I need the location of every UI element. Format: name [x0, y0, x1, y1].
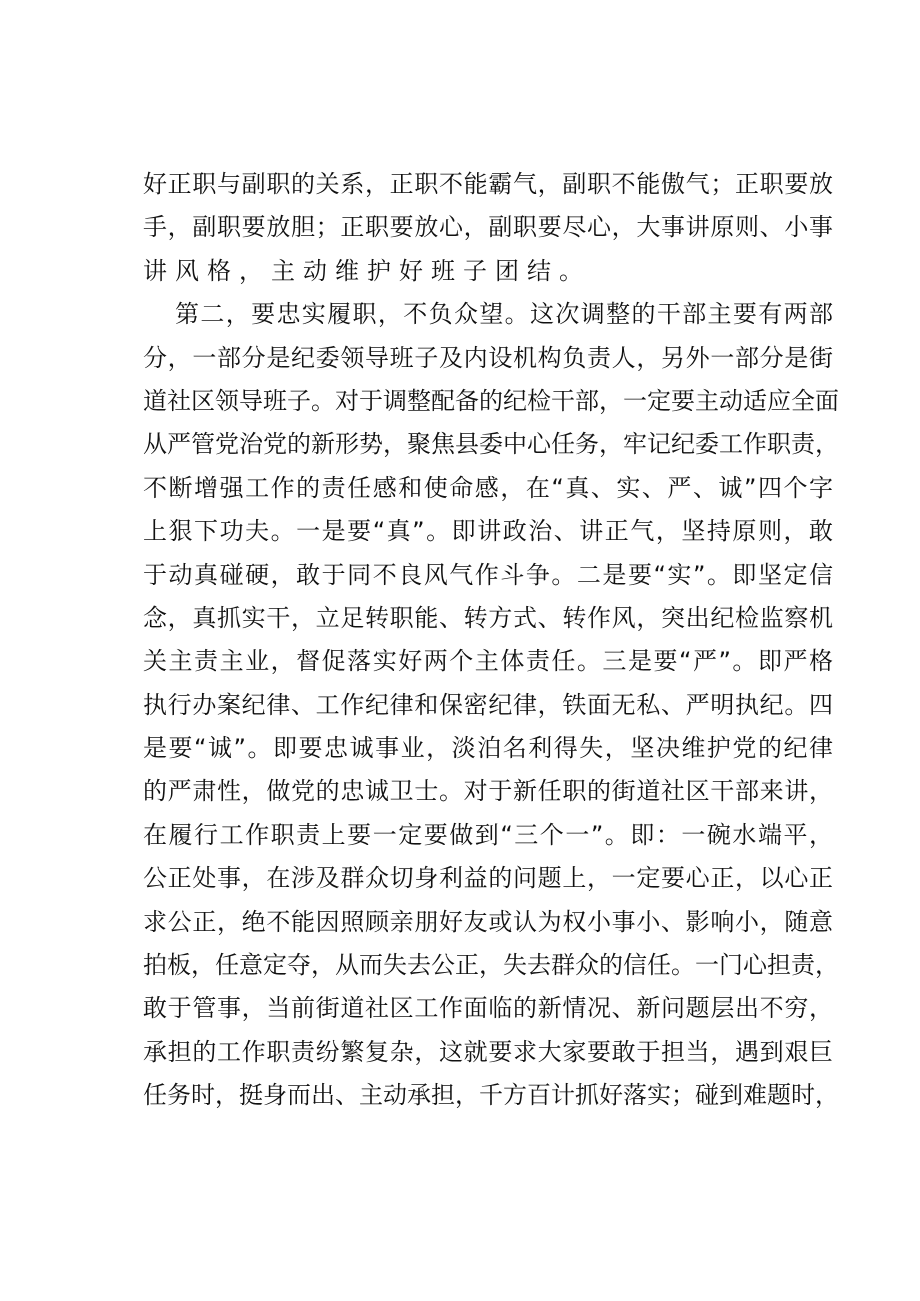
text-line: 好正职与副职的关系，正职不能霸气，副职不能傲气；正职要放 — [143, 170, 833, 198]
text-line: 不断增强工作的责任感和使命感，在“真、实、严、诚”四个字 — [143, 473, 833, 502]
text-line: 从严管党治党的新形势，聚焦县委中心任务，牢记纪委工作职责， — [143, 430, 839, 459]
text-line: 是要“诚”。即要忠诚事业，淡泊名利得失，坚决维护党的纪律 — [143, 734, 833, 763]
text-line: 道社区领导班子。对于调整配备的纪检干部，一定要主动适应全面 — [143, 386, 839, 415]
text-line: 于动真碰硬，敢于同不良风气作斗争。二是要“实”。即坚定信 — [143, 560, 833, 589]
text-line: 求公正，绝不能因照顾亲朋好友或认为权小事小、影响小，随意 — [143, 907, 833, 936]
text-line: 手，副职要放胆；正职要放心，副职要尽心，大事讲原则、小事 — [143, 213, 833, 242]
text-line: 拍板，任意定夺，从而失去公正，失去群众的信任。一门心担责， — [143, 951, 839, 980]
text-line: 承担的工作职责纷繁复杂，这就要求大家要敢于担当，遇到艰巨 — [143, 1037, 833, 1066]
document-page — [143, 163, 839, 1118]
text-line: 上狠下功夫。一是要“真”。即讲政治、讲正气，坚持原则，敢 — [143, 517, 833, 546]
text-line: 公正处事，在涉及群众切身利益的问题上，一定要心正，以心正 — [143, 864, 833, 893]
text-line: 在履行工作职责上要一定要做到“三个一”。即：一碗水端平， — [143, 820, 833, 849]
text-line: 的严肃性，做党的忠诚卫士。对于新任职的街道社区干部来讲， — [143, 777, 833, 806]
text-line: 任务时，挺身而出、主动承担，千方百计抓好落实；碰到难题时， — [143, 1081, 839, 1110]
text-line: 执行办案纪律、工作纪律和保密纪律，铁面无私、严明执纪。四 — [143, 690, 833, 719]
text-line: 关主责主业，督促落实好两个主体责任。三是要“严”。即严格 — [143, 647, 833, 676]
text-line: 分，一部分是纪委领导班子及内设机构负责人，另外一部分是街 — [143, 343, 833, 372]
text-line: 念，真抓实干，立足转职能、转方式、转作风，突出纪检监察机 — [143, 603, 833, 632]
text-line: 讲风格，主动维护好班子团结。 — [143, 256, 591, 285]
text-line: 敢于管事，当前街道社区工作面临的新情况、新问题层出不穷， — [143, 994, 833, 1023]
paragraph-first-line: 第二，要忠实履职，不负众望。这次调整的干部主要有两部 — [175, 300, 833, 329]
